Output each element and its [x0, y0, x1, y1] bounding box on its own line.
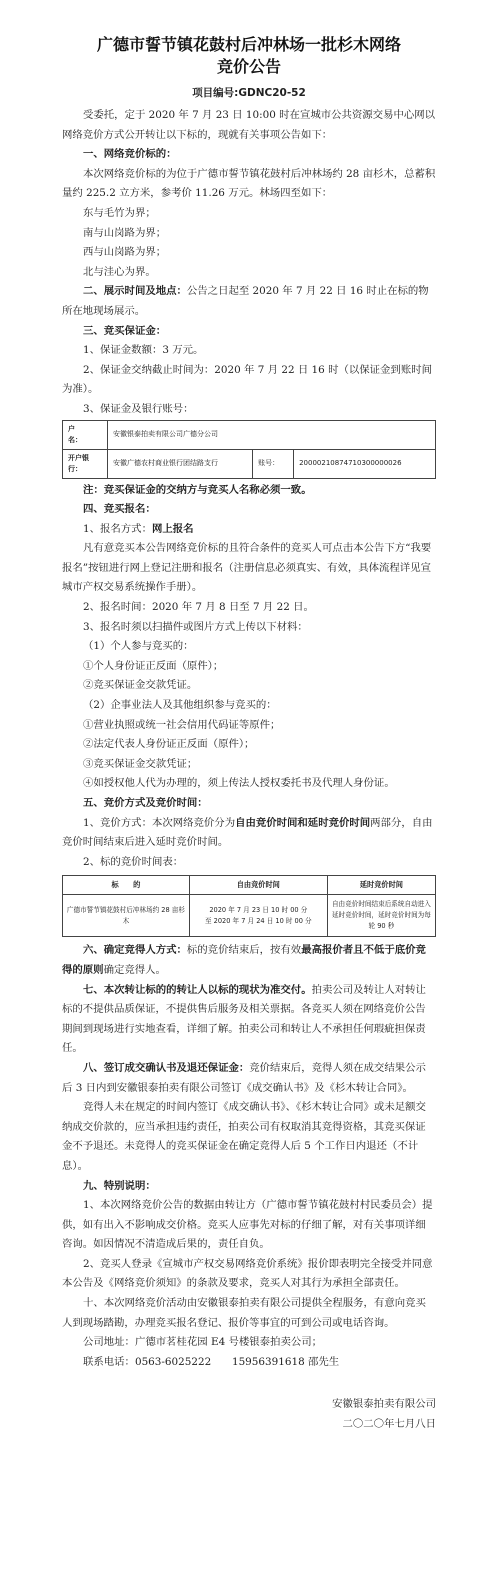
section-6-prefix: 标的竞价结束后，按有效 [186, 944, 302, 957]
title-line-1: 广德市誓节镇花鼓村后冲林场一批杉木网络 [96, 35, 401, 54]
section-9-heading: 九、特别说明： [83, 1179, 156, 1192]
section-4-heading: 四、竞买报名： [83, 503, 156, 516]
header-free-time: 自由竞价时间 [189, 876, 327, 895]
account-name-row [63, 420, 436, 449]
account-bank-label: 开户银行： [63, 449, 108, 478]
individual-heading: （1）个人参与竞买的： [83, 640, 194, 653]
special-note-2: 2、竞买人登录《宣城市产权交易网络竞价系统》报价即表明完全接受并同意本公告及《网络竞价须知》的条款及要求，竞买人对其行为承担全部责任。 [62, 1257, 433, 1290]
deposit-amount: 1、保证金数额：3 万元。 [83, 344, 204, 357]
section-3-heading: 三、竞买保证金： [83, 324, 167, 337]
account-bank-value: 安徽广德农村商业银行团结路支行 [108, 449, 253, 478]
boundary-west: 西与山岗路为界； [83, 246, 167, 259]
company-address: 公司地址：广德市茗桂花园 E4 号楼银泰拍卖公司； [83, 1336, 323, 1349]
section-2 [62, 282, 436, 321]
section-1-heading: 一、网络竞价标的： [83, 148, 177, 161]
bidding-schedule-heading: 2、标的竞价时间表： [83, 855, 184, 868]
bidding-method [62, 814, 436, 853]
title-line-2: 竞价公告 [216, 57, 281, 76]
registration-method-prefix: 1、报名方式： [83, 522, 152, 535]
bidding-method-suffix: 两部分，自由竞价时间结束后进入延时竞价时间。 [62, 816, 433, 849]
bidding-method-prefix: 1、竞价方式：本次网络竞价分为 [83, 816, 236, 829]
boundary-north: 北与洼心为界。 [83, 265, 156, 278]
bidding-table-header-row [63, 876, 436, 895]
section-7-text: 拍卖公司及转让人对转让标的不提供品质保证，不提供售后服务及相关票据。各竞买人须在网络竞价公告期间到现场进行实地查看，详细了解。拍卖公司和转让人不承担任何瑕疵担保责任。 [62, 983, 426, 1055]
deposit-deadline: 2、保证金交纳截止时间为：2020 年 7 月 22 日 16 时（以保证金到账时间为准）。 [62, 363, 432, 396]
project-number: 项目编号:GDNC20-52 [192, 87, 306, 99]
special-note-1: 1、本次网络竞价公告的数据由转让方（广德市誓节镇花鼓村村民委员会）提供，如有出入不影响成交价格。竞买人应事先对标的仔细了解，对有关事项详细咨询。如因情况不清造成后果的，责任自负。 [62, 1199, 433, 1251]
enterprise-item-2: ②法定代表人身份证正反面（原件）； [83, 738, 255, 751]
individual-item-1: ①个人身份证正反面（原件）； [83, 659, 224, 672]
cell-delay-time: 自由竞价时间结束后系统自动进入延时竞价时间，延时竞价时间为每轮 90 秒 [327, 895, 435, 937]
deposit-account-heading: 3、保证金及银行账号： [83, 402, 194, 415]
section-8 [62, 1059, 436, 1098]
deposit-note: 注：竞买保证金的交纳方与竞买人名称必须一致。 [83, 483, 312, 496]
enterprise-item-3: ③竞买保证金交款凭证； [83, 757, 198, 770]
registration-time: 2、报名时间：2020 年 7 月 8 日至 7 月 22 日。 [83, 601, 314, 614]
signature-company: 安徽银泰拍卖有限公司 [332, 1398, 436, 1411]
enterprise-item-4: ④如授权他人代为办理的，须上传法人授权委托书及代理人身份证。 [83, 777, 395, 790]
section-8-text: 竞价结束后，竞得人须在成交结果公示后 3 日内到安徽银泰拍卖有限公司签订《成交确认书》及《杉木转让合同》。 [62, 1061, 426, 1094]
bidding-table-row [63, 895, 436, 937]
registration-method-value: 网上报名 [151, 522, 194, 535]
boundary-east: 东与毛竹为界； [83, 206, 156, 219]
section-7 [62, 981, 436, 1059]
bank-account-table [62, 420, 436, 479]
contact-phone: 联系电话：0563-6025222 15956391618 邵先生 [83, 1355, 340, 1368]
bidding-schedule-table [62, 875, 436, 937]
section-2-heading: 二、展示时间及地点： [83, 285, 187, 298]
free-time-start: 2020 年 7 月 23 日 10 时 00 分 [209, 905, 308, 914]
section-8-heading: 八、签订成交确认书及退还保证金： [83, 1061, 250, 1074]
section-5-heading: 五、竞价方式及竞价时间： [83, 797, 208, 809]
bidding-method-bold: 自由竞价时间和延时竞价时间 [235, 816, 371, 829]
registration-materials: 3、报名时须以扫描件或图片方式上传以下材料： [83, 620, 308, 633]
signature-date: 二〇二〇年七月八日 [342, 1418, 436, 1431]
page-title [62, 34, 436, 78]
account-bank-row [63, 449, 436, 478]
cell-subject: 广德市誓节镇花鼓村后冲林场约 28 亩杉木 [63, 895, 190, 937]
header-subject: 标 的 [63, 876, 190, 895]
account-name-label: 户 名： [63, 420, 108, 449]
enterprise-heading: （2）企事业法人及其他组织参与竞买的： [83, 699, 277, 712]
section-7-heading: 七、本次转让标的的转让人以标的现状为准交付。 [83, 983, 312, 996]
enterprise-item-1: ①营业执照或统一社会信用代码证等原件； [83, 718, 281, 731]
account-name-value: 安徽银泰拍卖有限公司广德分公司 [108, 420, 436, 449]
free-time-end: 至 2020 年 7 月 24 日 10 时 00 分 [204, 916, 312, 925]
intro-paragraph: 受委托，定于 2020 年 7 月 23 日 10:00 时在宣城市公共资源交易中心网以网络竞价方式公开转让以下标的，现就有关事项公告如下： [62, 109, 436, 141]
account-no-label: 账号： [253, 449, 294, 478]
signature-block [62, 1394, 436, 1434]
section-6-heading: 六、确定竞得人方式： [83, 944, 187, 957]
cell-free-time [189, 895, 327, 937]
account-no-value: 20000210874710300000026 [294, 449, 436, 478]
section-2-text: 公告之日起至 2020 年 7 月 22 日 16 时止在标的物所在地现场展示。 [62, 285, 429, 317]
section-1-text: 本次网络竞价标的为位于广德市誓节镇花鼓村后冲林场约 28 亩杉木，总蓄积量约 225.2 立方米，参考价 11.26 万元。林场四至如下： [62, 167, 436, 200]
section-6 [62, 941, 436, 980]
section-8-paragraph-2: 竞得人未在规定的时间内签订《成交确认书》、《杉木转让合同》或未足额交纳成交价款的，应当承担违约责任，拍卖公司有权取消其竞得资格，其竞买保证金不予退还。未竞得人的竞买保证金在确定竞得人后 5 个工作日内退还（不计息）。 [62, 1101, 426, 1172]
registration-method [62, 520, 436, 540]
section-6-bold: 最高报价者且不低于底价竞得的原则 [62, 944, 426, 976]
header-delay-time: 延时竞价时间 [327, 876, 435, 895]
section-6-suffix: 确定竞得人。 [103, 963, 166, 976]
registration-method-text: 凡有意竞买本公告网络竞价标的且符合条件的竞买人可点击本公告下方“我要报名”按钮进行网上登记注册和报名（注册信息必须真实、有效，具体流程详见宣城市产权交易系统操作手册）。 [62, 542, 432, 594]
individual-item-2: ②竞买保证金交款凭证。 [83, 679, 198, 692]
boundary-south: 南与山岗路为界； [83, 226, 167, 239]
section-10-text: 十、本次网络竞价活动由安徽银泰拍卖有限公司提供全程服务，有意向竞买人到现场踏勘，办理竞买报名登记、报价等事宜的可到公司或电话咨询。 [62, 1297, 426, 1329]
